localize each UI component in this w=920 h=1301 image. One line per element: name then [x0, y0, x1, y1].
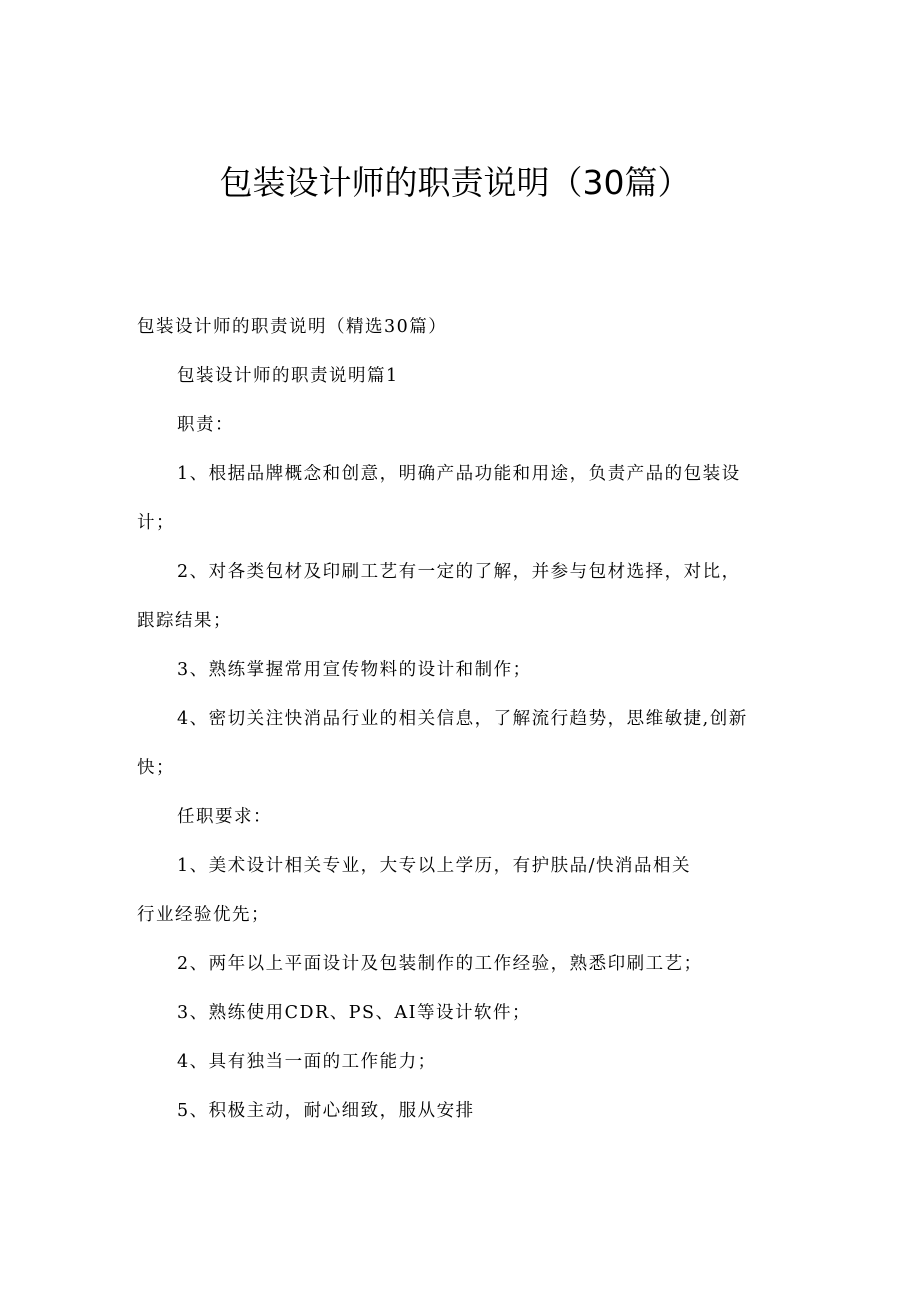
duties-heading: 职责：: [177, 415, 234, 435]
requirement-item-2: 2、两年以上平面设计及包装制作的工作经验，熟悉印刷工艺；: [177, 954, 703, 974]
duty-item-1: 1、根据品牌概念和创意，明确产品功能和用途，负责产品的包装设: [177, 464, 741, 484]
duty-item-1-continued: 计；: [137, 513, 175, 533]
requirement-item-1: 1、美术设计相关专业，大专以上学历，有护肤品/快消品相关: [177, 856, 692, 876]
document-title: 包装设计师的职责说明（30篇）: [219, 163, 691, 202]
section-heading: 包装设计师的职责说明篇1: [177, 366, 399, 386]
duty-item-4-continued: 快；: [137, 758, 175, 778]
duty-item-2: 2、对各类包材及印刷工艺有一定的了解，并参与包材选择，对比，: [177, 562, 741, 582]
duty-item-2-continued: 跟踪结果；: [137, 611, 232, 631]
requirement-item-1-continued: 行业经验优先；: [137, 905, 270, 925]
requirement-item-3: 3、熟练使用CDR、PS、AI等设计软件；: [177, 1003, 532, 1023]
duty-item-3: 3、熟练掌握常用宣传物料的设计和制作；: [177, 660, 532, 680]
requirement-item-4: 4、具有独当一面的工作能力；: [177, 1052, 437, 1072]
requirements-heading: 任职要求：: [177, 807, 272, 827]
duty-item-4: 4、密切关注快消品行业的相关信息，了解流行趋势，思维敏捷,创新: [177, 709, 748, 729]
requirement-item-5: 5、积极主动，耐心细致，服从安排: [177, 1101, 475, 1121]
document-subtitle: 包装设计师的职责说明（精选30篇）: [137, 317, 448, 337]
